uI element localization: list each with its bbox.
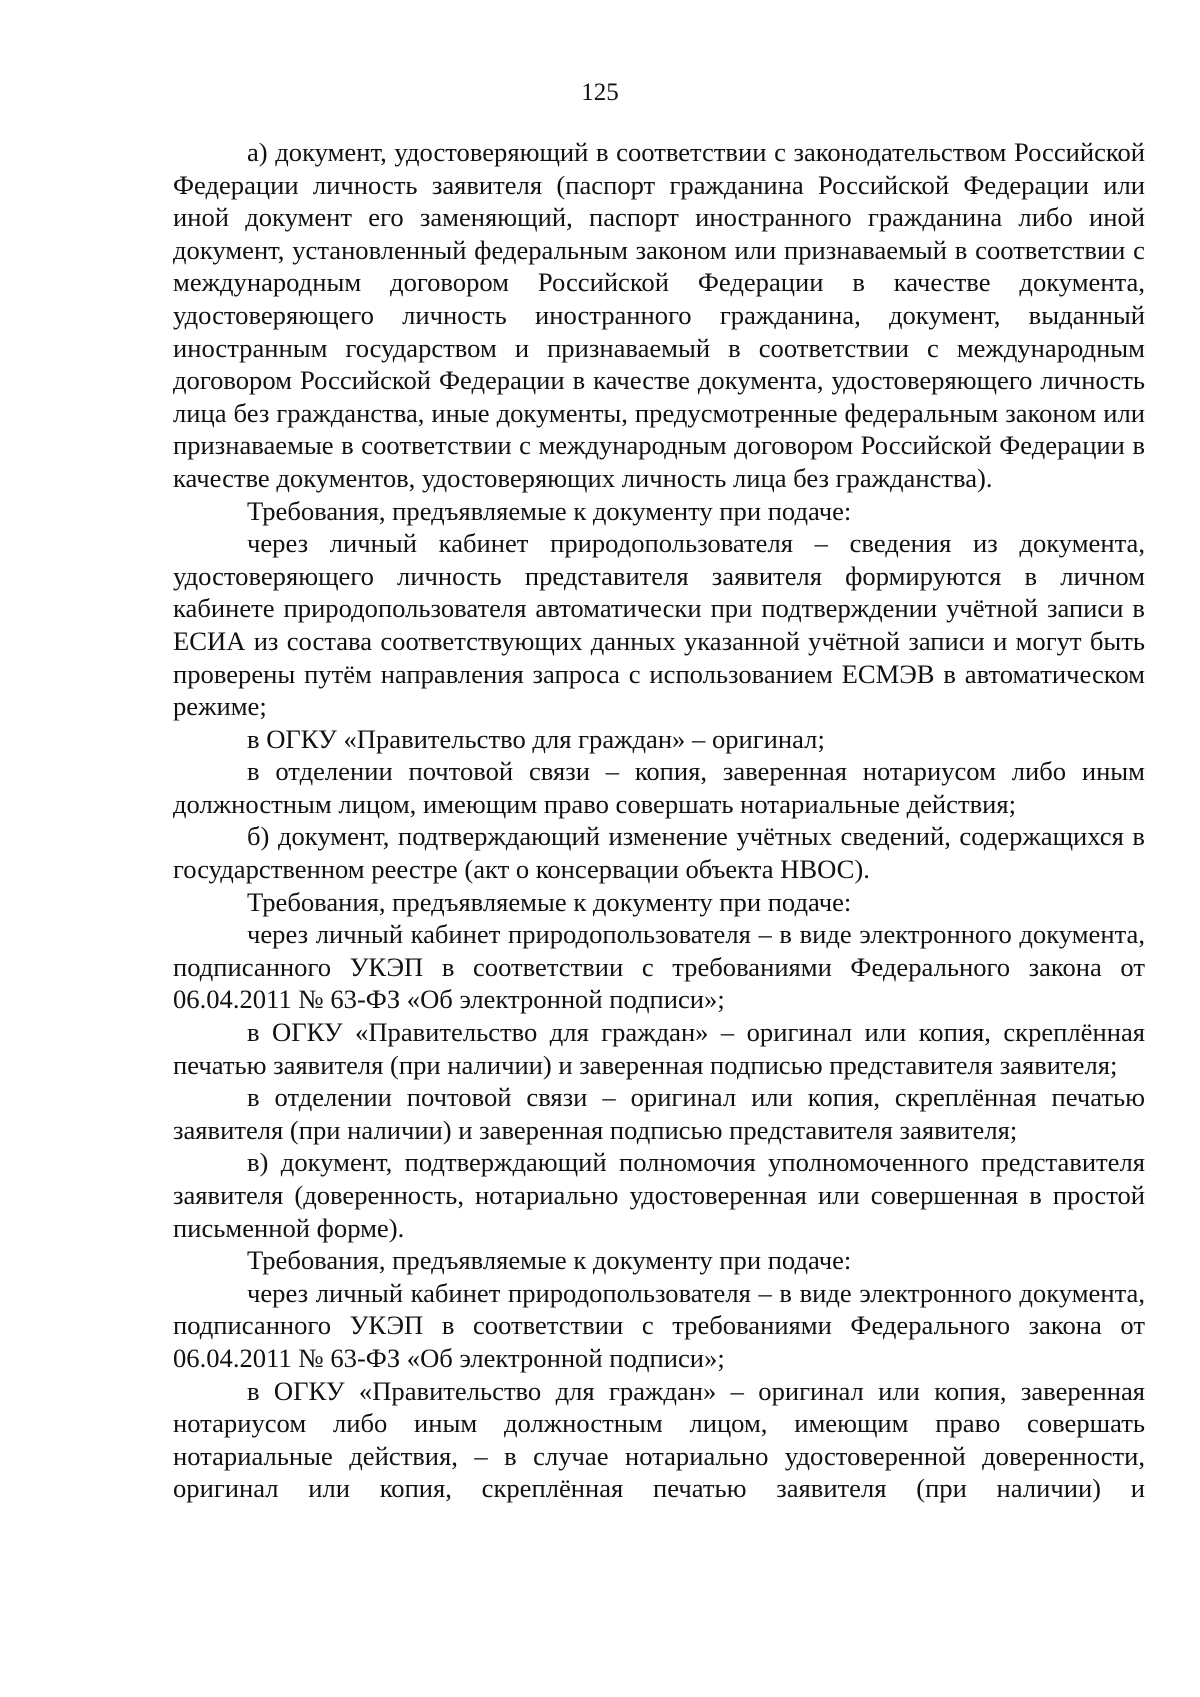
paragraph-ogku: в ОГКУ «Правительство для граждан» – оригинал или копия, заверенная нотариусом либо иным должностным лицом, имеющим право совершать нотариальные действия, – в случае нотариально удостоверенной доверенности, оригинал или копия, скреплённая печатью заявителя (при наличии) и	[173, 1375, 1145, 1504]
paragraph-a-identity-document: а) документ, удостоверяющий в соответствии с законодательством Российской Федерации личность заявителя (паспорт гражданина Российской Федерации или иной документ его заменяющий, паспорт иностранного гражданина либо иной документ, установленный федеральным законом или признаваемый в соответствии с международным договором Российской Федерации в качестве документа, удостоверяющего личность иностранного гражданина, документ, выданный иностранным государством и признаваемый в соответствии с международным договором Российской Федерации в качестве документа, удостоверяющего личность лица без гражданства, иные документы, предусмотренные федеральным законом или признаваемые в соответствии с международным договором Российской Федерации в качестве документов, удостоверяющих личность лица без гражданства).	[173, 137, 1145, 493]
paragraph-personal-account: через личный кабинет природопользователя – сведения из документа, удостоверяющего личность представителя заявителя формируются в личном кабинете природопользователя автоматически при подтверждении учётной записи в ЕСИА из состава соответствующих данных указанной учётной записи и могут быть проверены путём направления запроса с использованием ЕСМЭВ в автоматическом режиме;	[173, 528, 1145, 722]
page-number: 125	[581, 79, 619, 106]
document-body	[173, 136, 1145, 1505]
paragraph-post-office: в отделении почтовой связи – оригинал или копия, скреплённая печатью заявителя (при наличии) и заверенная подписью представителя заявителя;	[173, 1082, 1145, 1145]
paragraph-c-authority-document: в) документ, подтверждающий полномочия уполномоченного представителя заявителя (доверенность, нотариально удостоверенная или совершенная в простой письменной форме).	[173, 1147, 1145, 1243]
paragraph-ogku: в ОГКУ «Правительство для граждан» – оригинал;	[247, 723, 825, 754]
paragraph-personal-account: через личный кабинет природопользователя – в виде электронного документа, подписанного УКЭП в соответствии с требованиями Федерального закона от 06.04.2011 № 63-ФЗ «Об электронной подписи»;	[173, 1277, 1145, 1373]
paragraph-personal-account: через личный кабинет природопользователя – в виде электронного документа, подписанного УКЭП в соответствии с требованиями Федерального закона от 06.04.2011 № 63-ФЗ «Об электронной подписи»;	[173, 919, 1145, 1015]
paragraph-post-office: в отделении почтовой связи – копия, заверенная нотариусом либо иным должностным лицом, имеющим право совершать нотариальные действия;	[173, 756, 1145, 819]
paragraph-requirements-heading: Требования, предъявляемые к документу при подаче:	[247, 495, 852, 526]
paragraph-requirements-heading: Требования, предъявляемые к документу при подаче:	[247, 886, 852, 917]
paragraph-b-registry-change: б) документ, подтверждающий изменение учётных сведений, содержащихся в государственном реестре (акт о консервации объекта НВОС).	[173, 821, 1145, 885]
paragraph-requirements-heading: Требования, предъявляемые к документу при подаче:	[247, 1245, 852, 1276]
paragraph-ogku: в ОГКУ «Правительство для граждан» – оригинал или копия, скреплённая печатью заявителя (при наличии) и заверенная подписью представителя заявителя;	[173, 1017, 1145, 1080]
